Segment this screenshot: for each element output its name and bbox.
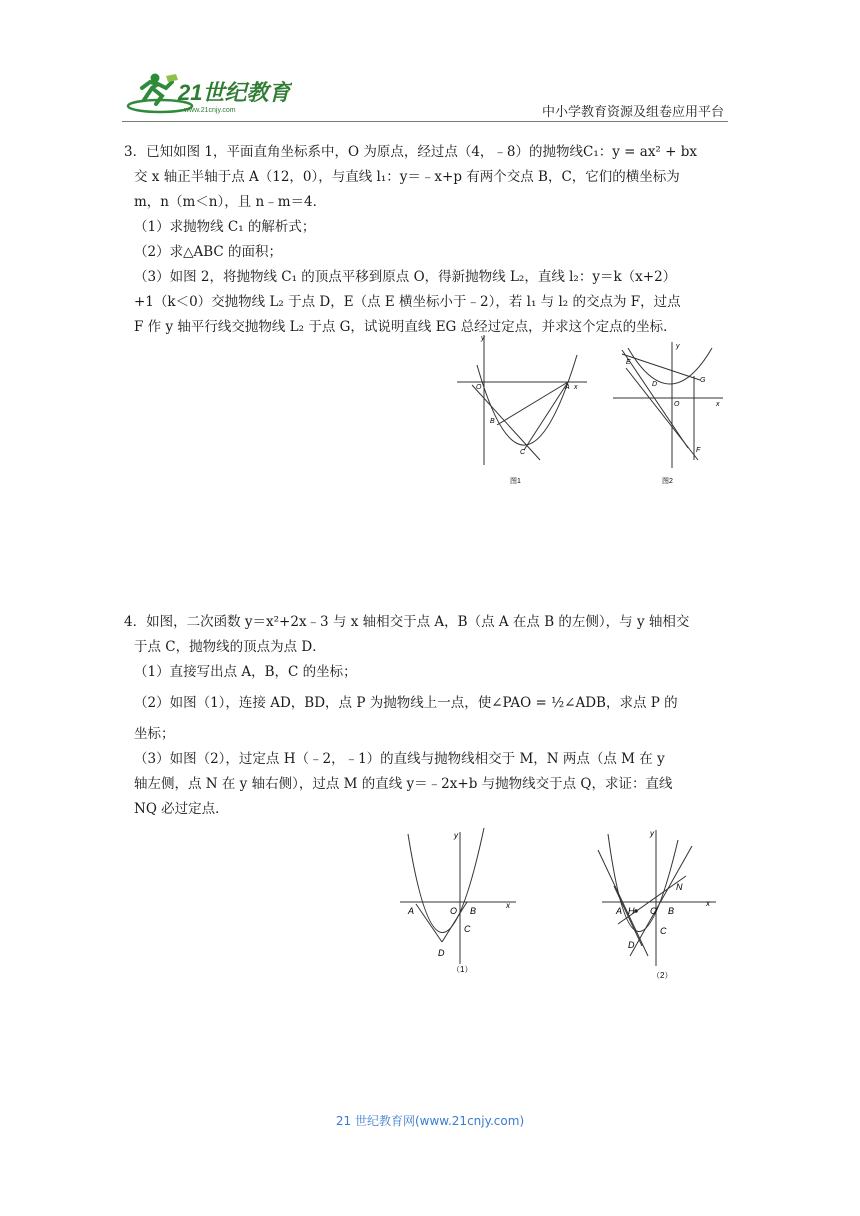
problem-3-figure-2 — [608, 340, 733, 490]
problem-4-figure-2 — [594, 826, 724, 982]
label-a: A — [565, 384, 570, 391]
platform-title: 中小学教育资源及组卷应用平台 — [541, 105, 724, 120]
site-logo — [122, 70, 292, 116]
label-a: A — [616, 906, 623, 916]
label-y: y — [481, 335, 485, 342]
label-a: A — [408, 906, 415, 916]
label-o: O — [476, 384, 482, 391]
segment-ad — [416, 904, 442, 942]
figure-caption: （1） — [452, 965, 473, 974]
label-y: y — [454, 831, 458, 840]
problem-3 — [124, 140, 734, 340]
label-f: F — [696, 447, 701, 454]
line-l1 — [472, 385, 540, 460]
label-x: x — [574, 384, 578, 391]
segment-ba — [497, 382, 568, 425]
problem-3-part-3: （3）如图 2，将抛物线 C₁ 的顶点平移到原点 O，得新抛物线 L₂，直线 l₂：y＝k（x+2） — [134, 269, 677, 285]
label-g: G — [700, 377, 706, 384]
problem-4-line-2: 于点 C，抛物线的顶点为点 D． — [134, 639, 326, 655]
problem-3-figure-1 — [452, 330, 592, 492]
label-d: D — [438, 948, 445, 958]
label-o: O — [674, 401, 680, 408]
problem-3-line-2: 交 x 轴正半轴于点 A（12，0），与直线 l₁：y＝﹣x+p 有两个交点 B，C，它们的横坐标为 — [134, 169, 680, 185]
label-h: H — [628, 906, 635, 916]
problem-3-line-3: m，n（m＜n），且 n﹣m＝4． — [134, 194, 327, 210]
line-l1 — [626, 368, 698, 460]
problem-4-part-3: （3）如图（2），过定点 H（﹣2，﹣1）的直线与抛物线相交于 M，N 两点（点 M 在 y — [134, 751, 665, 767]
label-n: N — [676, 882, 683, 892]
header-divider — [122, 121, 728, 122]
label-b: B — [490, 418, 495, 425]
label-o: O — [450, 906, 458, 916]
label-y: y — [676, 343, 680, 350]
parabola-c1 — [477, 355, 577, 445]
label-d: D — [652, 381, 658, 388]
logo-url: www.21cnjy.com — [184, 107, 236, 114]
label-x: x — [706, 899, 710, 908]
label-x: x — [506, 901, 510, 910]
line-mq — [598, 850, 648, 956]
parabola — [608, 834, 678, 932]
problem-3-line-1: 3．已知如图 1，平面直角坐标系中，O 为原点，经过点（4，﹣8）的抛物线C₁：y = ax² + bx — [124, 144, 697, 160]
footer-link[interactable]: 21 世纪教育网(www.21cnjy.com) — [335, 1114, 525, 1128]
problem-3-line-7: +1（k＜0）交抛物线 L₂ 于点 D，E（点 E 横坐标小于﹣2），若 l₁ 与 l₂ 的交点为 F，过点 — [134, 294, 681, 310]
problem-4-part-1: （1）直接写出点 A，B，C 的坐标； — [134, 664, 357, 680]
point-h — [634, 909, 638, 913]
line-aux — [614, 886, 642, 946]
figure-caption: （2） — [652, 971, 673, 980]
problem-3-part-1: （1）求抛物线 C₁ 的解析式； — [134, 219, 316, 235]
label-d: D — [628, 940, 635, 950]
problem-4-line-7: 轴左侧，点 N 在 y 轴右侧），过点 M 的直线 y＝﹣2x+b 与抛物线交于点 Q，求证：直线 — [134, 776, 673, 792]
figure-caption: 图2 — [662, 478, 673, 485]
problem-4-figure-1 — [398, 824, 523, 980]
figure-caption: 图1 — [510, 478, 521, 485]
label-b: B — [668, 906, 675, 916]
label-e: E — [626, 359, 631, 366]
problem-4-part-2: （2）如图（1），连接 AD，BD，点 P 为抛物线上一点，使∠PAO = ½∠ADB，求点 P 的 — [134, 695, 678, 711]
label-c: C — [660, 926, 667, 936]
segment-ca — [524, 382, 568, 450]
problem-4-line-5: 坐标； — [134, 726, 175, 742]
label-c: C — [520, 449, 526, 456]
label-b: B — [470, 906, 477, 916]
problem-3-line-8: F 作 y 轴平行线交抛物线 L₂ 于点 G，试说明直线 EG 总经过定点，并求这个定点的坐标． — [134, 319, 677, 335]
label-x: x — [716, 401, 720, 408]
parabola — [408, 828, 484, 933]
logo-text: 21世纪教育 — [178, 80, 291, 105]
problem-3-part-2: （2）求△ABC 的面积； — [134, 244, 283, 260]
problem-4-line-1: 4．如图，二次函数 y＝x²+2x﹣3 与 x 轴相交于点 A，B（点 A 在点 B 的左侧），与 y 轴相交 — [124, 614, 690, 630]
problem-4-line-8: NQ 必过定点． — [134, 801, 229, 817]
label-o: O — [650, 906, 658, 916]
problem-4 — [124, 610, 734, 822]
label-c: C — [464, 924, 471, 934]
label-y: y — [650, 829, 654, 838]
